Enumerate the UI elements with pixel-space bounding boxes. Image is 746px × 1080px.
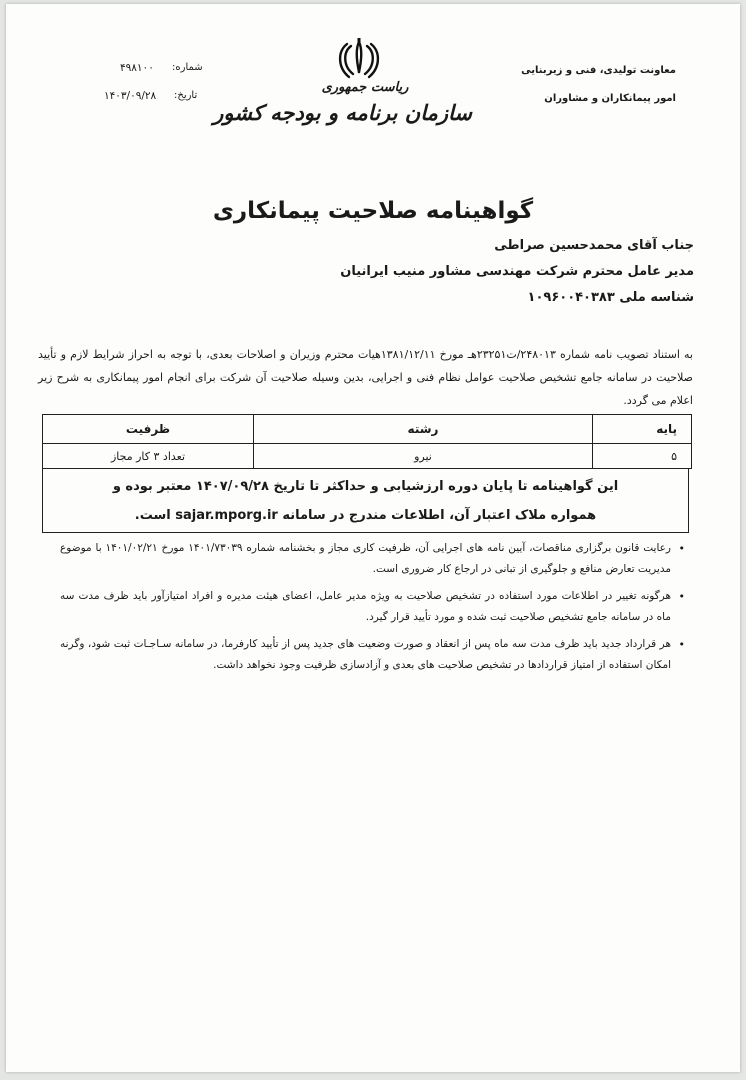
letter-date-label: تاریخ: [174,90,198,101]
table-row [43,444,692,469]
cell-field: نیرو [254,444,593,469]
header-grade: پایه [593,415,692,444]
cell-capacity: تعداد ۳ کار مجاز [43,444,254,469]
qualification-table [42,414,692,469]
letter-number-label: شماره: [172,62,203,73]
recipient-national-id: شناسه ملی ۱۰۹۶۰۰۴۰۳۸۳ [527,290,694,305]
body-paragraph: به استناد تصویب نامه شماره ۲۴۸۰۱۳/ت۲۳۲۵۱هـ مورخ ۱۳۸۱/۱۲/۱۱هیات محترم وزیران و اصلاحات بعدی، با توجه به احراز شرایط لازم و تأیید صلاحیت در سامانه جامع تشخیص صلاحیت عوامل نظام فنی و اجرایی، بدین وسیله صلاحیت آن شرکت برای انجام امور پیمانکاری به شرح زیر اعلام می گردد. [38,348,693,407]
list-item: • هرگونه تغییر در اطلاعات مورد استفاده در تشخیص صلاحیت به ویژه مدیر عامل، اعضای هیئت مدیره و افراد امتیازآور باید ظرف مدت سه ماه در سامانه جامع تشخیص صلاحیت ثبت شده و مورد تأیید قرار گیرد. [60,586,685,628]
certificate-title: گواهینامه صلاحیت پیمانکاری [212,198,534,224]
header-capacity: ظرفیت [43,415,254,444]
recipient-name: جناب آقای محمدحسین صراطی [494,238,694,253]
header-field: رشته [254,415,593,444]
table-header-row [43,415,692,444]
letter-number: ۴۹۸۱۰۰ [120,62,154,74]
validity-statement [42,468,689,533]
recipient-position: مدیر عامل محترم شرکت مهندسی مشاور منیب ایرانیان [340,264,694,279]
presidency-label: ریاست جمهوری [321,80,409,95]
organization-name: سازمان برنامه و بودجه کشور [213,100,472,125]
department-line-2: امور پیمانکاران و مشاوران [544,93,676,104]
validity-line-2: همواره ملاک اعتبار آن، اطلاعات مندرج در سامانه sajar.mporg.ir است. [134,508,597,523]
list-item: • هر قرارداد جدید باید ظرف مدت سه ماه پس از انعقاد و صورت وضعیت های جدید پس از تأیید کارفرما، در سامانه سـاجـات ثبت شود، وگرنه امکان استفاده از امتیاز قراردادها در تشخیص صلاحیت های بعدی و آزادسازی ظرفیت وجود نخواهد داشت. [60,634,685,676]
cell-grade: ۵ [593,444,692,469]
iran-emblem-icon [336,36,382,82]
validity-line-1: این گواهینامه تا پایان دوره ارزشیابی و حداکثر تا تاریخ ۱۴۰۷/۰۹/۲۸ معتبر بوده و [112,479,619,494]
list-item: • رعایت قانون برگزاری مناقصات، آیین نامه های اجرایی آن، ظرفیت کاری مجاز و بخشنامه شماره ۱۴۰۱/۷۳۰۳۹ مورخ ۱۴۰۱/۰۲/۲۱ با موضوع مدیریت تعارض منافع و جلوگیری از تبانی در ارجاع کار ضروری است. [60,538,685,580]
department-line-1: معاونت تولیدی، فنی و زیربنایی [521,65,676,76]
notes-list [60,538,685,682]
letter-date: ۱۴۰۳/۰۹/۲۸ [104,90,157,102]
